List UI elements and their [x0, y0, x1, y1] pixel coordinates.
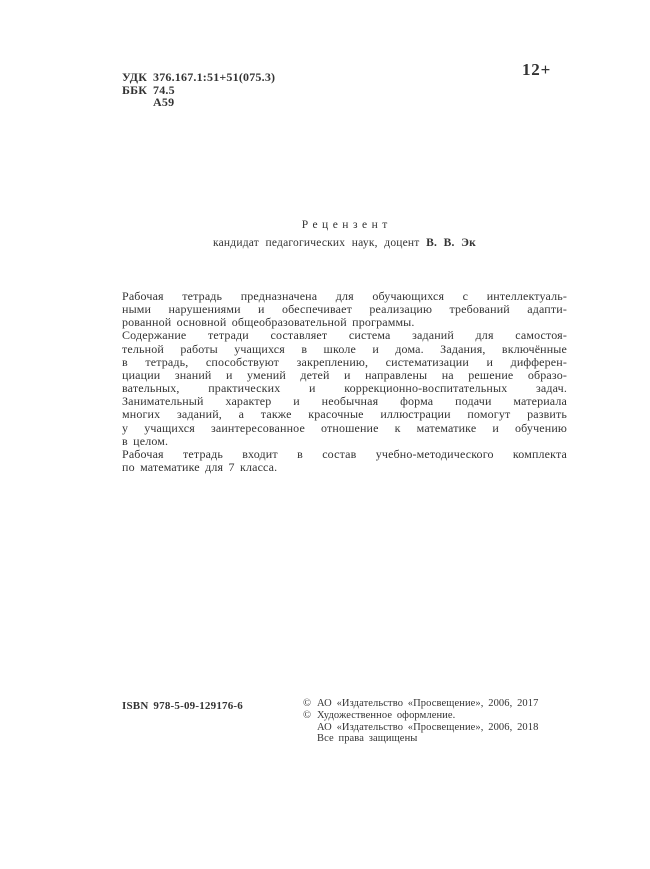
text-line: в целом.	[122, 433, 169, 448]
reviewer-credentials-line	[122, 237, 567, 249]
bbk-label: ББК	[122, 82, 148, 97]
text-line: Занимательный характер и необычная форма подачи материала	[122, 394, 567, 409]
bbk-row	[122, 84, 275, 97]
text-line: тельной работы учащихся в школе и дома. Задания, включённые	[122, 341, 567, 356]
copyright-symbol: ©	[303, 709, 312, 721]
reviewer-heading: Рецензент	[301, 219, 392, 231]
text-line: Содержание тетради составляет система заданий для самостоя-	[122, 328, 567, 343]
author-sign: А59	[153, 95, 175, 110]
text-line: рованной основной общеобразовательной программы.	[122, 315, 415, 330]
copyright-line	[303, 722, 573, 734]
age-rating-badge: 12+	[522, 60, 552, 79]
udk-value: 376.167.1:51+51(075.3)	[153, 70, 276, 84]
paragraph	[122, 329, 567, 447]
reviewer-name: В. В. Эк	[426, 236, 476, 249]
annotation	[122, 290, 567, 474]
copyright-text: АО «Издательство «Просвещение», 2006, 2018	[317, 721, 539, 733]
copyright-line	[303, 733, 573, 745]
text-line: ными нарушениями и обеспечивает реализацию требований адапти-	[122, 302, 567, 317]
copyright-symbol	[303, 722, 317, 734]
text-line: Рабочая тетрадь входит в состав учебно-методического комплекта	[122, 446, 567, 461]
text-line: в тетрадь, способствуют закреплению, систематизации и дифферен-	[122, 354, 567, 369]
udk-row	[122, 71, 275, 84]
copyright-symbol	[303, 733, 317, 745]
text-line: Рабочая тетрадь предназначена для обучающихся с интеллектуаль-	[122, 289, 567, 303]
text-line: циации знаний и умений детей и направлены на решение образо-	[122, 367, 567, 382]
copyright-line	[303, 698, 573, 710]
copyright-text: АО «Издательство «Просвещение», 2006, 2017	[317, 698, 539, 709]
author-sign-row	[122, 96, 275, 109]
copyright-symbol: ©	[303, 698, 312, 709]
copyright-line	[303, 710, 573, 722]
copyright-text: Все права защищены	[317, 733, 418, 745]
text-line: у учащихся заинтересованное отношение к математике и обучению	[122, 420, 567, 435]
text-line: многих заданий, а также красочные иллюстрации помогут развить	[122, 407, 567, 422]
reviewer-credentials: кандидат педагогических наук, доцент	[213, 236, 420, 249]
classification-block	[122, 71, 275, 109]
isbn: ISBN 978-5-09-129176-6	[122, 700, 243, 712]
udk-label: УДК	[122, 70, 148, 84]
copyright-text: Художественное оформление.	[317, 709, 456, 721]
bbk-value: 74.5	[153, 82, 175, 97]
reviewer-block	[122, 219, 567, 249]
paragraph	[122, 290, 567, 329]
text-line: вательных, практических и коррекционно-воспитательных задач.	[122, 381, 567, 396]
paragraph	[122, 448, 567, 474]
text-line: по математике для 7 класса.	[122, 460, 278, 475]
author-sign-spacer	[122, 96, 153, 109]
copyright-block	[303, 698, 573, 745]
